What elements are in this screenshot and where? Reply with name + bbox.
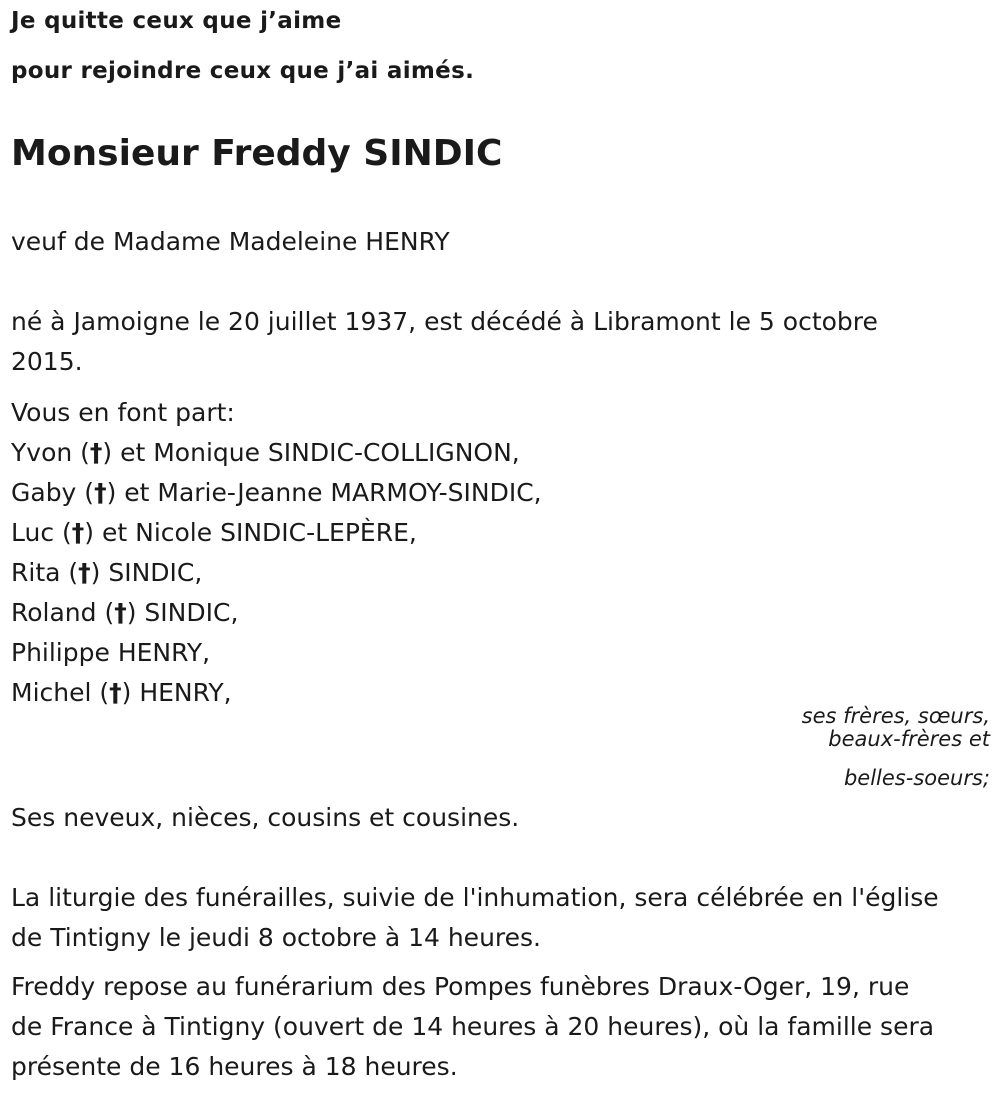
family-member xyxy=(11,673,232,713)
member-name-start: Yvon ( xyxy=(11,438,90,467)
member-name-start: Luc ( xyxy=(11,518,72,547)
rest-line-3: présente de 16 heures à 18 heures. xyxy=(11,1052,458,1081)
family-member xyxy=(11,633,210,673)
nephews-line: Ses neveux, nièces, cousins et cousines. xyxy=(11,803,520,832)
member-name-start: Michel ( xyxy=(11,678,110,707)
liturgy-line-1: La liturgie des funérailles, suivie de l'inhumation, sera célébrée en l'église xyxy=(11,883,939,912)
family-member xyxy=(11,553,202,593)
family-member xyxy=(11,473,542,513)
member-name-start: Rita ( xyxy=(11,558,79,587)
cross-icon: † xyxy=(94,478,107,507)
member-name-end: ) et Nicole SINDIC-LEPÈRE, xyxy=(84,518,417,547)
relation-line-3: belles-soeurs; xyxy=(843,766,990,790)
cross-icon: † xyxy=(114,598,127,627)
relation-line-2: beaux-frères et xyxy=(828,727,990,751)
cross-icon: † xyxy=(78,558,91,587)
deceased-name: Monsieur Freddy SINDIC xyxy=(11,133,503,174)
member-name-end: ) SINDIC, xyxy=(126,598,239,627)
birth-death-line-2: 2015. xyxy=(11,347,83,376)
epitaph-line-1: Je quitte ceux que j’aime xyxy=(11,8,342,34)
member-name-end: ) SINDIC, xyxy=(90,558,203,587)
birth-death-line-1: né à Jamoigne le 20 juillet 1937, est décédé à Libramont le 5 octobre xyxy=(11,307,878,336)
epitaph-line-2: pour rejoindre ceux que j’ai aimés. xyxy=(11,58,475,84)
member-name-start: Roland ( xyxy=(11,598,115,627)
member-name-end: ) HENRY, xyxy=(121,678,232,707)
family-member xyxy=(11,513,417,553)
family-member xyxy=(11,433,520,473)
member-name-end: ) et Marie-Jeanne MARMOY-SINDIC, xyxy=(106,478,542,507)
liturgy-line-2: de Tintigny le jeudi 8 octobre à 14 heures. xyxy=(11,923,541,952)
family-intro: Vous en font part: xyxy=(11,398,235,427)
member-name-end: ) et Monique SINDIC-COLLIGNON, xyxy=(102,438,520,467)
cross-icon: † xyxy=(71,518,85,547)
widow-of: veuf de Madame Madeleine HENRY xyxy=(11,227,450,256)
relation-line-1: ses frères, sœurs, xyxy=(801,704,990,728)
member-name-start: Gaby ( xyxy=(11,478,95,507)
family-member xyxy=(11,593,238,633)
cross-icon: † xyxy=(109,678,122,707)
rest-line-1: Freddy repose au funérarium des Pompes funèbres Draux-Oger, 19, rue xyxy=(11,972,910,1001)
cross-icon: † xyxy=(89,438,103,467)
member-name-start: Philippe HENRY, xyxy=(11,638,211,667)
rest-line-2: de France à Tintigny (ouvert de 14 heures à 20 heures), où la famille sera xyxy=(11,1012,935,1041)
